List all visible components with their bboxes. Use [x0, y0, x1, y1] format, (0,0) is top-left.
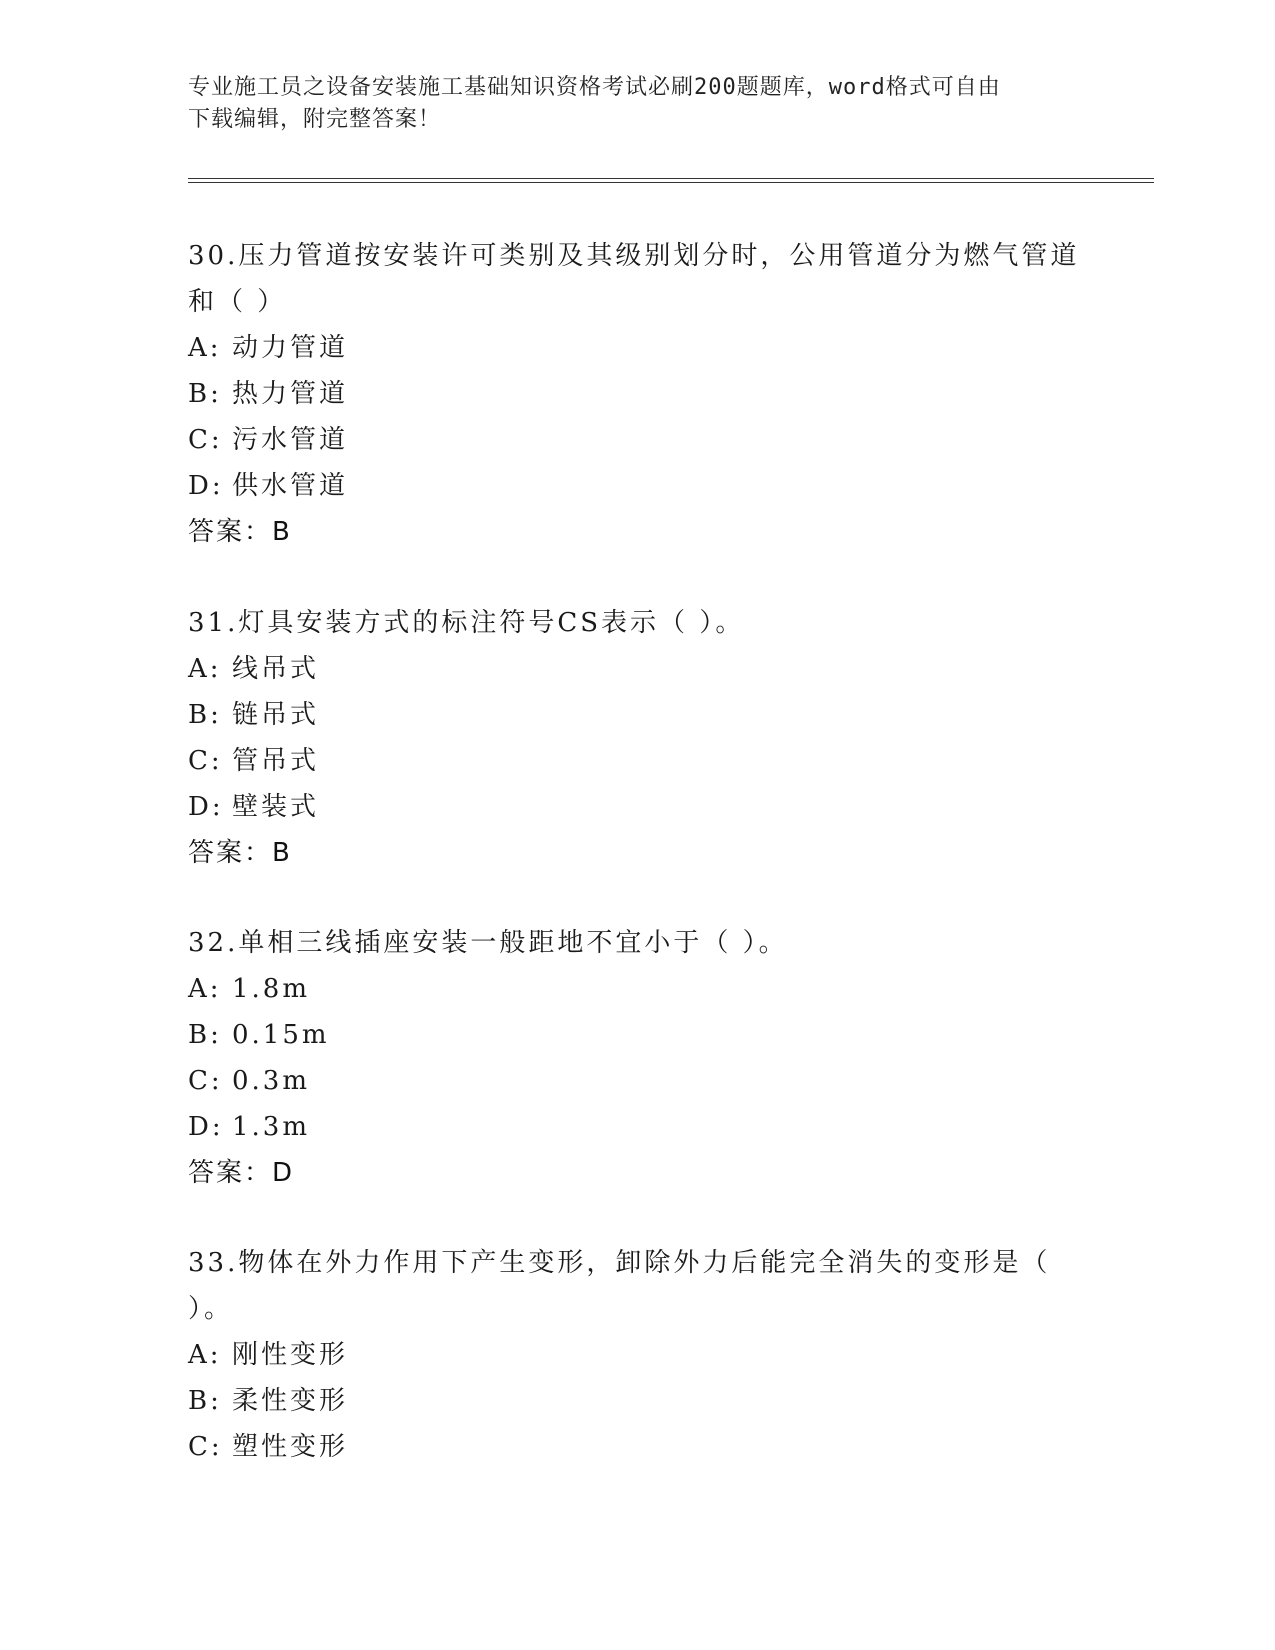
header-line-2: 下载编辑，附完整答案！ — [188, 107, 442, 132]
option-c — [188, 417, 1088, 463]
option-letter: C: — [188, 425, 223, 455]
option-text: 供水管道 — [232, 471, 349, 501]
option-text: 污水管道 — [232, 425, 349, 455]
question-32 — [188, 920, 1088, 1196]
option-d — [188, 784, 1088, 830]
option-letter: A: — [188, 654, 222, 684]
option-b — [188, 1012, 1088, 1058]
option-a — [188, 325, 1088, 371]
option-letter: A: — [188, 974, 222, 1004]
option-text: 刚性变形 — [232, 1340, 349, 1370]
header-line-1: 专业施工员之设备安装施工基础知识资格考试必刷200题题库，word格式可自由 — [188, 75, 1001, 100]
option-letter: D: — [188, 792, 224, 822]
option-d — [188, 1104, 1088, 1150]
question-stem: 33.物体在外力作用下产生变形，卸除外力后能完全消失的变形是（ ）。 — [188, 1248, 1051, 1324]
option-letter: D: — [188, 1112, 224, 1142]
option-a — [188, 646, 1088, 692]
option-letter: B: — [188, 379, 222, 409]
option-a — [188, 1332, 1088, 1378]
option-text: 链吊式 — [232, 700, 320, 730]
option-b — [188, 371, 1088, 417]
option-text: 热力管道 — [232, 379, 349, 409]
option-letter: C: — [188, 1066, 223, 1096]
option-text: 柔性变形 — [232, 1386, 349, 1416]
option-text: 壁装式 — [232, 792, 320, 822]
option-letter: A: — [188, 333, 222, 363]
option-text: 动力管道 — [232, 333, 349, 363]
option-b — [188, 1378, 1088, 1424]
option-letter: A: — [188, 1340, 222, 1370]
answer-line: 答案：B — [188, 838, 292, 868]
option-text: 1.3m — [232, 1112, 311, 1142]
option-c — [188, 738, 1088, 784]
option-d — [188, 463, 1088, 509]
option-a — [188, 966, 1088, 1012]
option-text: 0.3m — [232, 1066, 311, 1096]
option-letter: C: — [188, 746, 223, 776]
option-text: 线吊式 — [232, 654, 320, 684]
option-c — [188, 1058, 1088, 1104]
answer-line: 答案：D — [188, 1158, 295, 1188]
option-text: 管吊式 — [232, 746, 320, 776]
option-b — [188, 692, 1088, 738]
option-letter: B: — [188, 1020, 222, 1050]
answer-line: 答案：B — [188, 517, 292, 547]
option-text: 1.8m — [232, 974, 311, 1004]
header-divider-top — [188, 178, 1154, 179]
option-text: 塑性变形 — [232, 1432, 349, 1462]
option-letter: B: — [188, 700, 222, 730]
question-30 — [188, 233, 1088, 555]
question-31 — [188, 600, 1088, 876]
question-33 — [188, 1240, 1088, 1470]
header-divider-bottom — [188, 182, 1154, 183]
option-letter: B: — [188, 1386, 222, 1416]
question-stem: 31.灯具安装方式的标注符号CS表示（ ）。 — [188, 608, 745, 638]
document-header — [188, 72, 1088, 136]
question-stem: 30.压力管道按安装许可类别及其级别划分时，公用管道分为燃气管道和（ ） — [188, 241, 1080, 317]
option-c — [188, 1424, 1088, 1470]
question-stem: 32.单相三线插座安装一般距地不宜小于（ ）。 — [188, 928, 788, 958]
option-letter: C: — [188, 1432, 223, 1462]
option-text: 0.15m — [232, 1020, 330, 1050]
option-letter: D: — [188, 471, 224, 501]
